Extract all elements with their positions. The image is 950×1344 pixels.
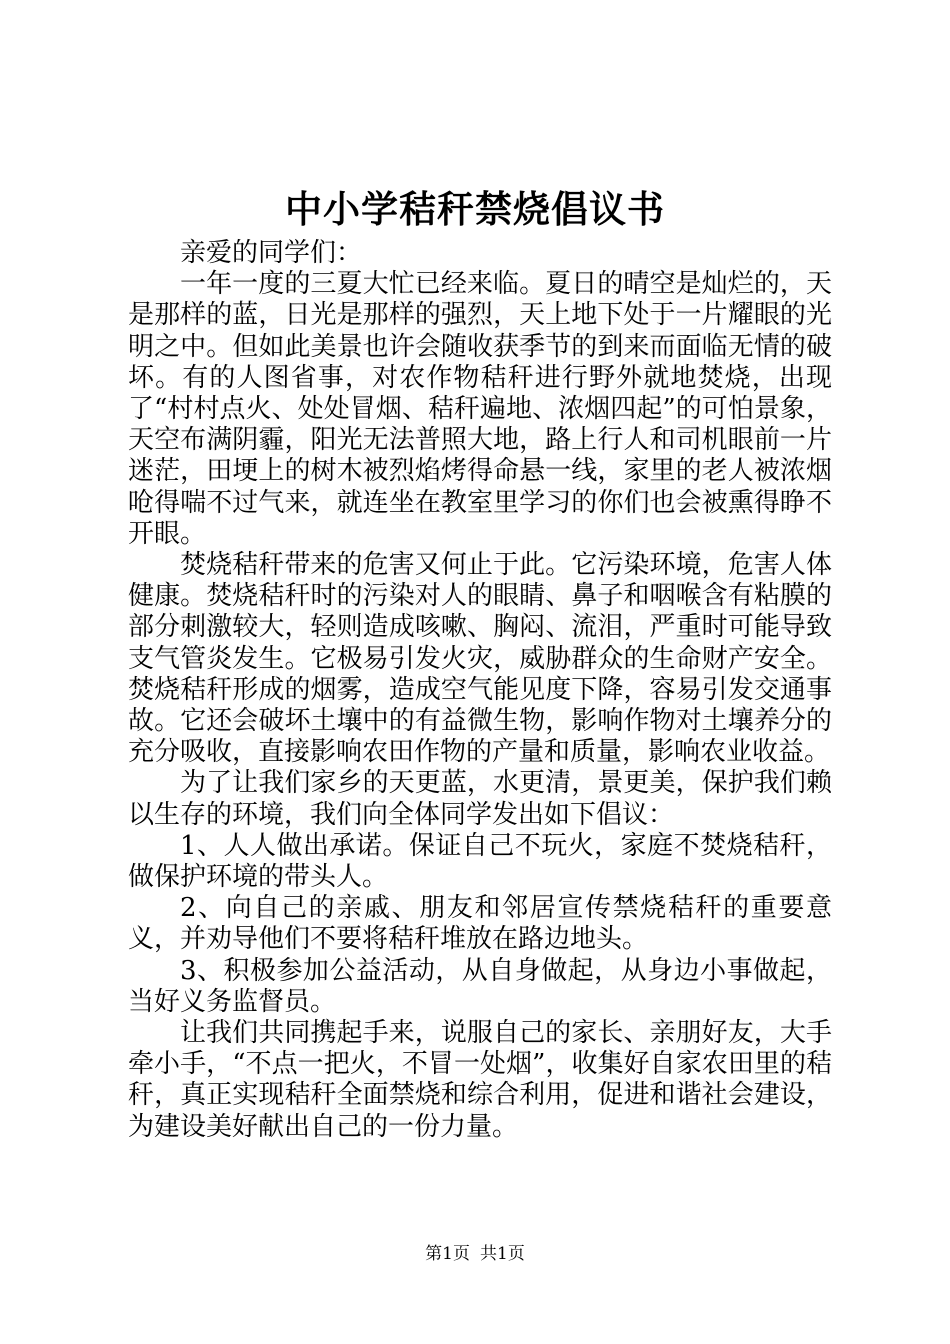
page-total: 共1页 [480, 1244, 525, 1264]
proposal-item-3: 3、积极参加公益活动，从自身做起，从身边小事做起，当好义务监督员。 [128, 955, 832, 1017]
proposal-item-1: 1、人人做出承诺。保证自己不玩火，家庭不焚烧秸秆，做保护环境的带头人。 [128, 830, 832, 893]
document-title: 中小学秸秆禁烧倡议书 [285, 187, 665, 231]
paragraph-harm-effects: 焚烧秸秆带来的危害又何止于此。它污染环境，危害人体健康。焚烧秸秆时的污染对人的眼睛、鼻子和咽喉含有粘膜的部分刺激较大，轻则造成咳嗽、胸闷、流泪，严重时可能导致支气管炎发生。它极易引发火灾，威胁群众的生命财产安全。焚烧秸秆形成的烟雾，造成空气能见度下降，容易引发交通事故。它还会破坏土壤中的有益微生物，影响作物对土壤养分的充分吸收，直接影响农田作物的产量和质量，影响农业收益。 [128, 550, 832, 768]
document-body [128, 238, 832, 1143]
paragraph-closing: 让我们共同携起手来，说服自己的家长、亲朋好友，大手牵小手，“不点一把火，不冒一处烟”，收集好自家农田里的秸秆，真正实现秸秆全面禁烧和综合利用，促进和谐社会建设，为建设美好献出自己的一份力量。 [128, 1018, 832, 1142]
page-number: 第1页 [425, 1244, 470, 1264]
paragraph-harm-scene: 一年一度的三夏大忙已经来临。夏日的晴空是灿烂的，天是那样的蓝，日光是那样的强烈，天上地下处于一片耀眼的光明之中。但如此美景也许会随收获季节的到来而面临无情的破坏。有的人图省事，对农作物秸秆进行野外就地焚烧，出现了“村村点火、处处冒烟、秸秆遍地、浓烟四起”的可怕景象，天空布满阴霾，阳光无法普照大地，路上行人和司机眼前一片迷茫，田埂上的树木被烈焰烤得命悬一线，家里的老人被浓烟呛得喘不过气来，就连坐在教室里学习的你们也会被熏得睁不开眼。 [128, 269, 832, 549]
paragraph-proposal-intro: 为了让我们家乡的天更蓝，水更清，景更美，保护我们赖以生存的环境，我们向全体同学发出如下倡议： [128, 768, 832, 830]
greeting: 亲爱的同学们： [180, 238, 363, 268]
page-footer [0, 1242, 950, 1266]
proposal-item-2: 2、向自己的亲戚、朋友和邻居宣传禁烧秸秆的重要意义，并劝导他们不要将秸秆堆放在路边地头。 [128, 893, 832, 955]
